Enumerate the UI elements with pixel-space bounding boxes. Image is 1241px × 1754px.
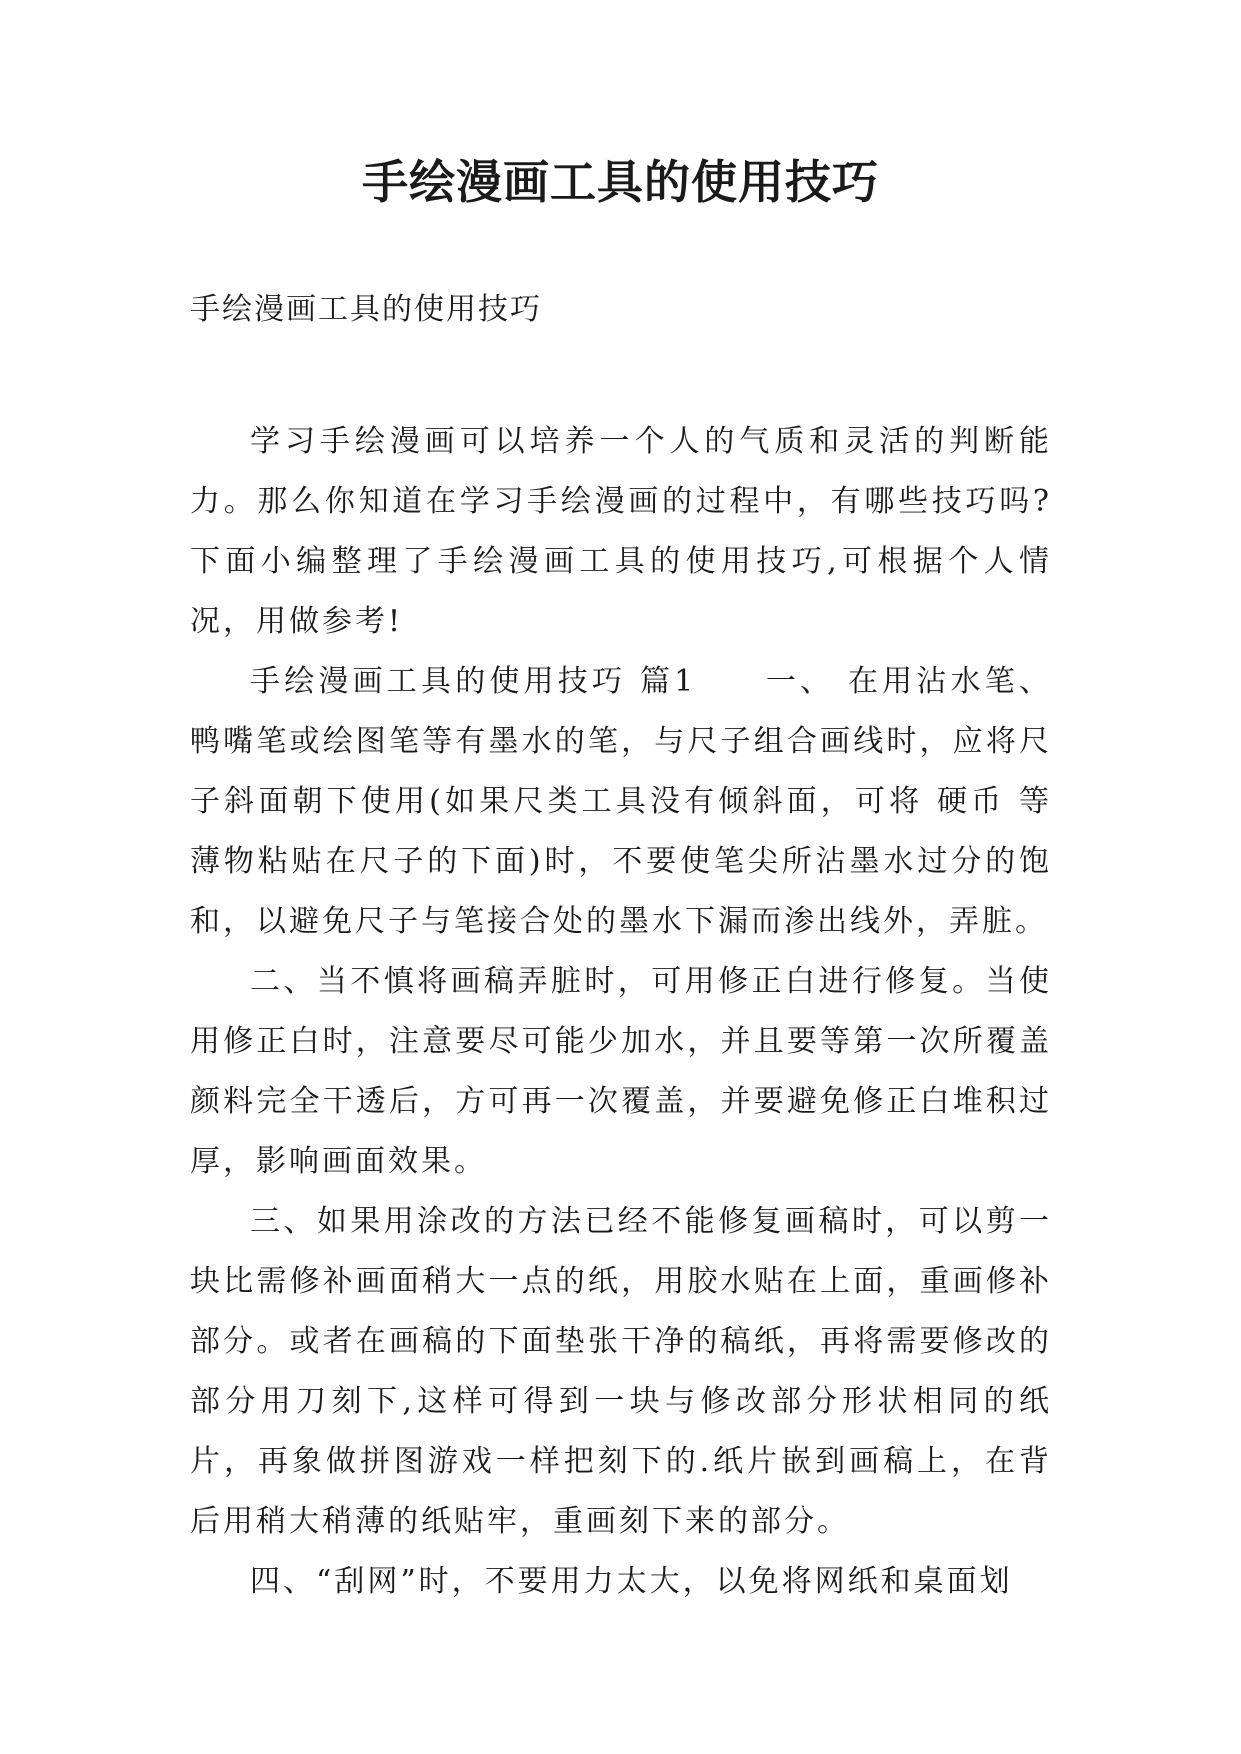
- paragraph-tip-3: 三、如果用涂改的方法已经不能修复画稿时，可以剪一块比需修补画面稍大一点的纸，用胶水贴在上面，重画修补部分。或者在画稿的下面垫张干净的稿纸，再将需要修改的部分用刀刻下,这样可得到一块与修改部分形状相同的纸片，再象做拼图游戏一样把刻下的.纸片嵌到画稿上，在背后用稍大稍薄的纸贴牢，重画刻下来的部分。: [190, 1204, 1052, 1539]
- paragraph-intro: 学习手绘漫画可以培养一个人的气质和灵活的判断能力。那么你知道在学习手绘漫画的过程中，有哪些技巧吗?下面小编整理了手绘漫画工具的使用技巧,可根据个人情况，用做参考!: [190, 424, 1052, 639]
- paragraph-tip-4: 四、“刮网”时，不要用力太大，以免将网纸和桌面划: [250, 1564, 1013, 1599]
- paragraph-tip-2: 二、当不慎将画稿弄脏时，可用修正白进行修复。当使用修正白时，注意要尽可能少加水，并且要等第一次所覆盖颜料完全干透后，方可再一次覆盖，并要避免修正白堆积过厚，影响画面效果。: [190, 964, 1052, 1179]
- document-title: 手绘漫画工具的使用技巧: [362, 155, 879, 209]
- paragraph-tip-1: 手绘漫画工具的使用技巧 篇1 一、 在用沾水笔、鸭嘴笔或绘图笔等有墨水的笔，与尺子组合画线时，应将尺子斜面朝下使用(如果尺类工具没有倾斜面，可将 硬币 等薄物粘贴在尺子的下面)时，不要使笔尖所沾墨水过分的饱和，以避免尺子与笔接合处的墨水下漏而渗出线外，弄脏。: [190, 664, 1052, 939]
- document-body: [190, 412, 1052, 1612]
- document-subtitle: 手绘漫画工具的使用技巧: [190, 292, 542, 327]
